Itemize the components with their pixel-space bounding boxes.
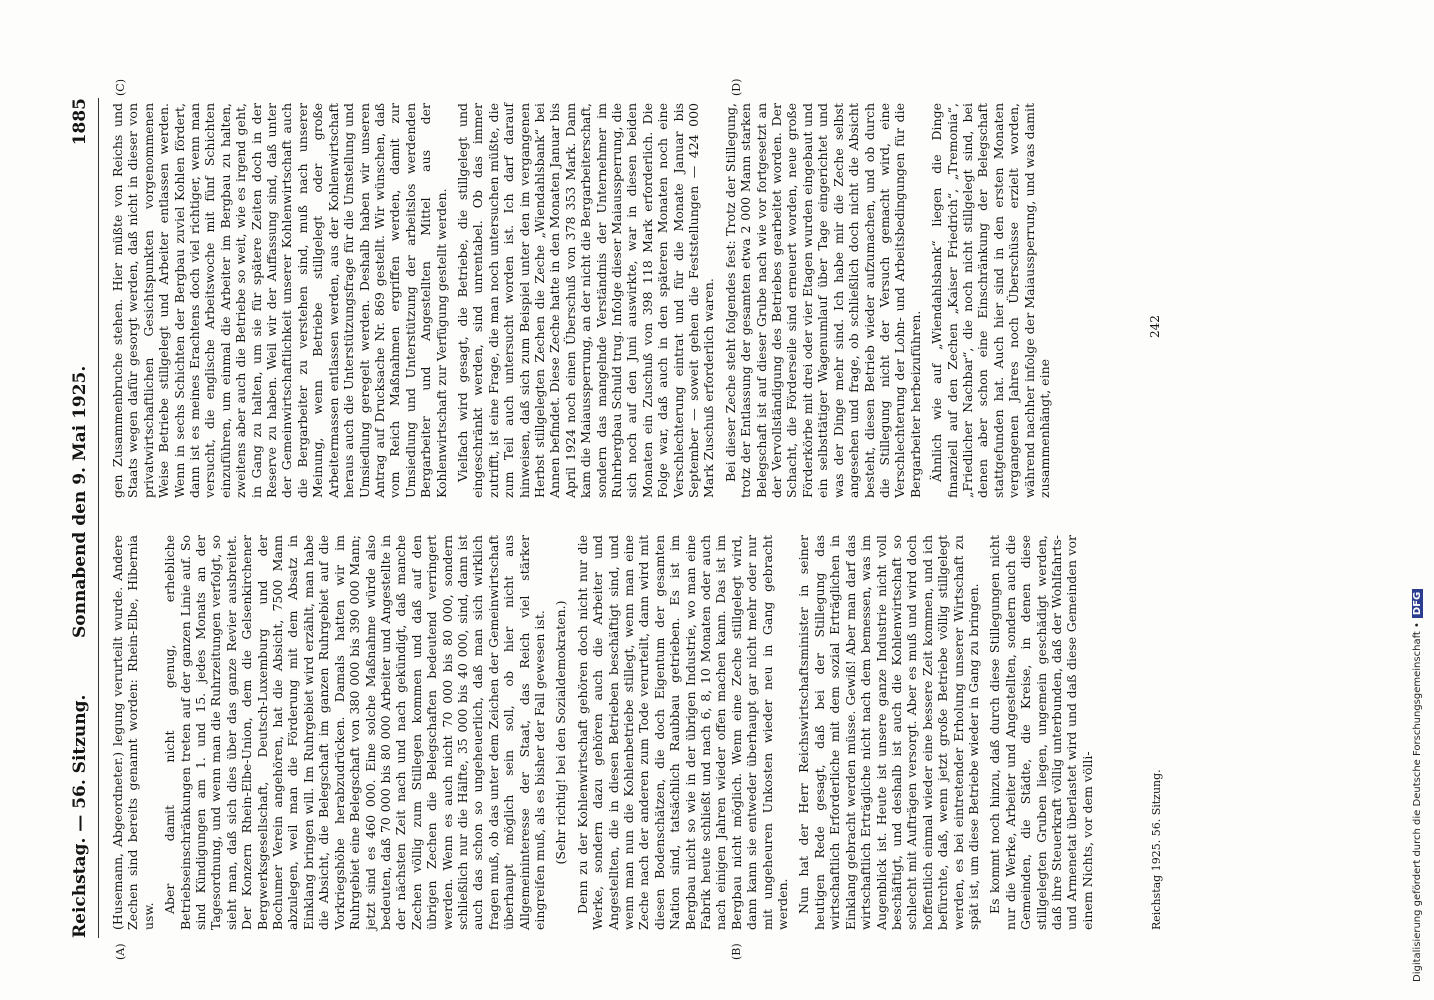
- page-header: [70, 98, 96, 938]
- header-rule: [98, 98, 99, 938]
- text-column-left: [110, 535, 1101, 930]
- paragraph: Denn zu der Kohlenwirtschaft gehören doch nicht nur die Werke, sondern dazu gehören auch die Arbeiter und Angestellten, die in diesen Betrieben beschäftigt sind, und wenn man nun die Kohlenbetriebe stillegt, wenn man eine Zeche nach der anderen zum Tode verurteilt, dann wird mit diesen Bodenschätzen, die doch Eigentum der gesamten Nation sind, tatsächlich Raubbau getrieben. Es ist im Bergbau nicht so wie in der übrigen Industrie, wo man eine Fabrik heute schließt und nach 6, 8, 10 Monaten oder auch nach einigen Jahren wieder offen machen kann. Das ist im Bergbau nicht möglich. Wenn eine Zeche stillgelegt wird, dann kann sie entweder überhaupt gar nicht mehr oder nur mit ungeheuren Unkosten wieder neu in Gang gebracht werden.: [574, 535, 791, 930]
- paragraph: Es kommt noch hinzu, daß durch diese Stillegungen nicht nur die Werke, Arbeiter und Angestellten, sondern auch die Gemeinden, die Städte, die Kreise, in denen diese stillgelegten Gruben liegen, ungemein geschädigt werden, daß ihre Steuerkraft völlig unterbunden, daß der Wohlfahrts- und Armenetat überlastet wird und daß diese Gemeinden vor einem Nichts, vor dem völli-: [987, 535, 1095, 930]
- paragraph: Nun hat der Herr Reichswirtschaftsminister in seiner heutigen Rede gesagt, daß bei der Stillegung das wirtschaftlich Erforderliche mit dem sozial Erträglichen in Einklang gebracht werden müsse. Gewiß! Aber man darf das wirtschaftlich Erträgliche nicht nach dem bemessen, was im Augenblick ist. Heute ist unsere ganze Industrie nicht voll beschäftigt, und deshalb ist auch die Kohlenwirtschaft so schlecht mit Aufträgen versorgt. Aber es muß und wird doch hoffentlich einmal wieder eine bessere Zeit kommen, und ich befürchte, daß, wenn jetzt große Betriebe völlig stillgelegt werden, es bei eintretender Erholung unserer Wirtschaft zu spät ist, um diese Betriebe wieder in Gang zu bringen.: [796, 535, 981, 930]
- paragraph: (Sehr richtig! bei den Sozialdemokraten.): [553, 600, 569, 865]
- side-note-text: Digitalisierung gefördert durch die Deutsche Forschungsgemeinschaft •: [1412, 622, 1423, 982]
- margin-mark-d: (D): [730, 78, 743, 96]
- footer-page-number: 242: [1148, 315, 1162, 338]
- rotated-sheet: [70, 78, 1180, 960]
- paragraph: Ähnlich wie auf „Wiendahlsbank“ liegen die Dinge finanziell auf den Zechen „Kaiser Friedrich“, „Tremonia“, „Friedlicher Nachbar“, die noch nicht stillgelegt sind, bei denen aber schon eine Einschränkung der Belegschaft stattgefunden hat. Auch hier sind in den ersten Monaten vergangenen Jahres noch Überschüsse erzielt worden, während nachher infolge der Maiaussperrung, und was damit zusammenhängt, eine: [929, 103, 1052, 498]
- margin-mark-a: (A): [114, 943, 127, 960]
- paragraph: Bei dieser Zeche steht folgendes fest: Trotz der Stillegung, trotz der Entlassung der gesamten etwa 2 000 Mann starken Belegschaft ist auf dieser Grube nach wie vor fortgesetzt an der Vervollständigung des Betriebes gearbeitet worden. Der Schacht, die Förderseile sind erneuert worden, neue große Förderkörbe mit drei oder vier Etagen wurden eingebaut und ein selbsttätiger Wagenumlauf über Tage eingerichtet und was der Dinge mehr sind. Ich habe mir die Zeche selbst angesehen und frage, ob schließlich doch nicht die Absicht besteht, diesen Betrieb wieder aufzumachen, und ob durch die Stillegung nicht der Versuch gemacht wird, eine Verschlechterung der Lohn- und Arbeitsbedingungen für die Bergarbeiter herbeizuführen.: [722, 103, 923, 498]
- header-page-number: 1885: [70, 98, 90, 146]
- paragraph: (Husemann, Abgeordneter.) legung verurteilt wurde. Andere Zechen sind bereits genannt worden: Rhein-Elbe, Hibernia usw.: [110, 535, 156, 930]
- header-left: Reichstag. — 56. Sitzung.: [70, 694, 90, 938]
- paragraph: Vielfach wird gesagt, die Betriebe, die stillgelegt und eingeschränkt werden, sind unrentabel. Ob das immer zutrifft, ist eine Frage, die man noch untersuchen müßte, die zum Teil auch untersucht worden ist. Ich darf darauf hinweisen, daß sich zum Beispiel unter den im vergangenen Herbst stillgelegten Zechen die Zeche „Wiendahlsbank“ bei Annen befindet. Diese Zeche hatte in den Monaten Januar bis April 1924 noch einen Überschuß von 378 353 Mark. Dann kam die Maiaussperrung, an der nicht die Bergarbeiterschaft, sondern das mangelnde Verständnis der Unternehmer im Ruhrbergbau Schuld trug. Infolge dieser Maiaussperrung, die sich noch auf den Juni auswirkte, war in diesen beiden Monaten ein Zuschuß von 398 118 Mark erforderlich. Die Folge war, daß auch in den späteren Monaten noch eine Verschlechterung eintrat und für die Monate Januar bis September — soweit gehen die Feststellungen — 424 000 Mark Zuschuß erforderlich waren.: [454, 103, 717, 498]
- paragraph: gen Zusammenbruche stehen. Hier müßte von Reichs und Staats wegen dafür gesorgt werden, daß nicht in dieser von privatwirtschaftlichen Gesichtspunkten vorgenommenen Weise Betriebe stillgelegt und Arbeiter entlassen werden. Wenn in sechs Schichten der Bergbau zuviel Kohlen fördert, dann ist es meines Erachtens doch viel richtiger, wenn man versucht, die englische Arbeitswoche mit fünf Schichten einzuführen, um einmal die Arbeiter im Bergbau zu halten, zweitens aber auch die Betriebe so weit, wie es irgend geht, in Gang zu halten, um sie für spätere Zeiten doch in der Reserve zu haben. Weil wir der Auffassung sind, daß unter der Gemeinwirtschaftlichkeit unserer Kohlenwirtschaft auch die Bergarbeiter zu verstehen sind, muß nach unserer Meinung, wenn Betriebe stillgelegt oder große Arbeitermassen entlassen werden, aus der Kohlenwirtschaft heraus auch die Unterstützungsfrage für die Umstellung und Umsiedlung geregelt werden. Deshalb haben wir unseren Antrag auf Drucksache Nr. 869 gestellt. Wir wünschen, daß vom Reich Maßnahmen ergriffen werden, damit zur Umsiedlung und Unterstützung der arbeitslos werdenden Bergarbeiter und Angestellten Mittel aus der Kohlenwirtschaft zur Verfügung gestellt werden.: [110, 103, 449, 498]
- margin-mark-b: (B): [730, 943, 743, 960]
- text-column-right: [110, 103, 1058, 498]
- margin-mark-c: (C): [114, 79, 127, 96]
- header-center: Sonnabend den 9. Mai 1925.: [70, 365, 90, 638]
- footer-note: Reichstag 1925. 56. Sitzung.: [1150, 769, 1163, 930]
- dfg-logo: DFG: [1412, 589, 1423, 618]
- dfg-side-note: [1412, 589, 1423, 982]
- paragraph: Aber damit nicht genug, erhebliche Betriebseinschränkungen treten auf der ganzen Linie auf. So sind Kündigungen am 1. und 15. jedes Monats an der Tagesordnung, und wenn man die Ruhrzeitungen verfolgt, so sieht man, daß sich dies über das ganze Revier ausbreitet. Der Konzern Rhein-Elbe-Union, dem die Gelsenkirchener Bergwerksgesellschaft, Deutsch-Luxemburg und der Bochumer Verein angehören, hat die Absicht, 7500 Mann abzulegen, weil man die Förderung mit dem Absatz in Einklang bringen will. Im Ruhrgebiet wird erzählt, man habe die Absicht, die Belegschaft im ganzen Ruhrgebiet auf die Vorkriegshöhe herabzudrücken. Damals hatten wir im Ruhrgebiet eine Belegschaft von 380 000 bis 390 000 Mann; jetzt sind es 460 000. Eine solche Maßnahme würde also bedeuten, daß 70 000 bis 80 000 Arbeiter und Angestellte in der nächsten Zeit nach und nach gekündigt, daß manche Zechen völlig zum Stillegen kommen und daß auf den übrigen Zechen die Belegschaften bedeutend verringert werden. Wenn es auch nicht 70 000 bis 80 000, sondern schließlich nur die Hälfte, 35 000 bis 40 000, sind, dann ist auch das schon so ungeheuerlich, daß man sich wirklich fragen muß, ob das unter dem Zeichen der Gemeinwirtschaft überhaupt möglich sein soll, ob hier nicht aus Allgemeininteresse der Staat, das Reich viel stärker eingreifen muß, als es bisher der Fall gewesen ist.: [162, 535, 547, 930]
